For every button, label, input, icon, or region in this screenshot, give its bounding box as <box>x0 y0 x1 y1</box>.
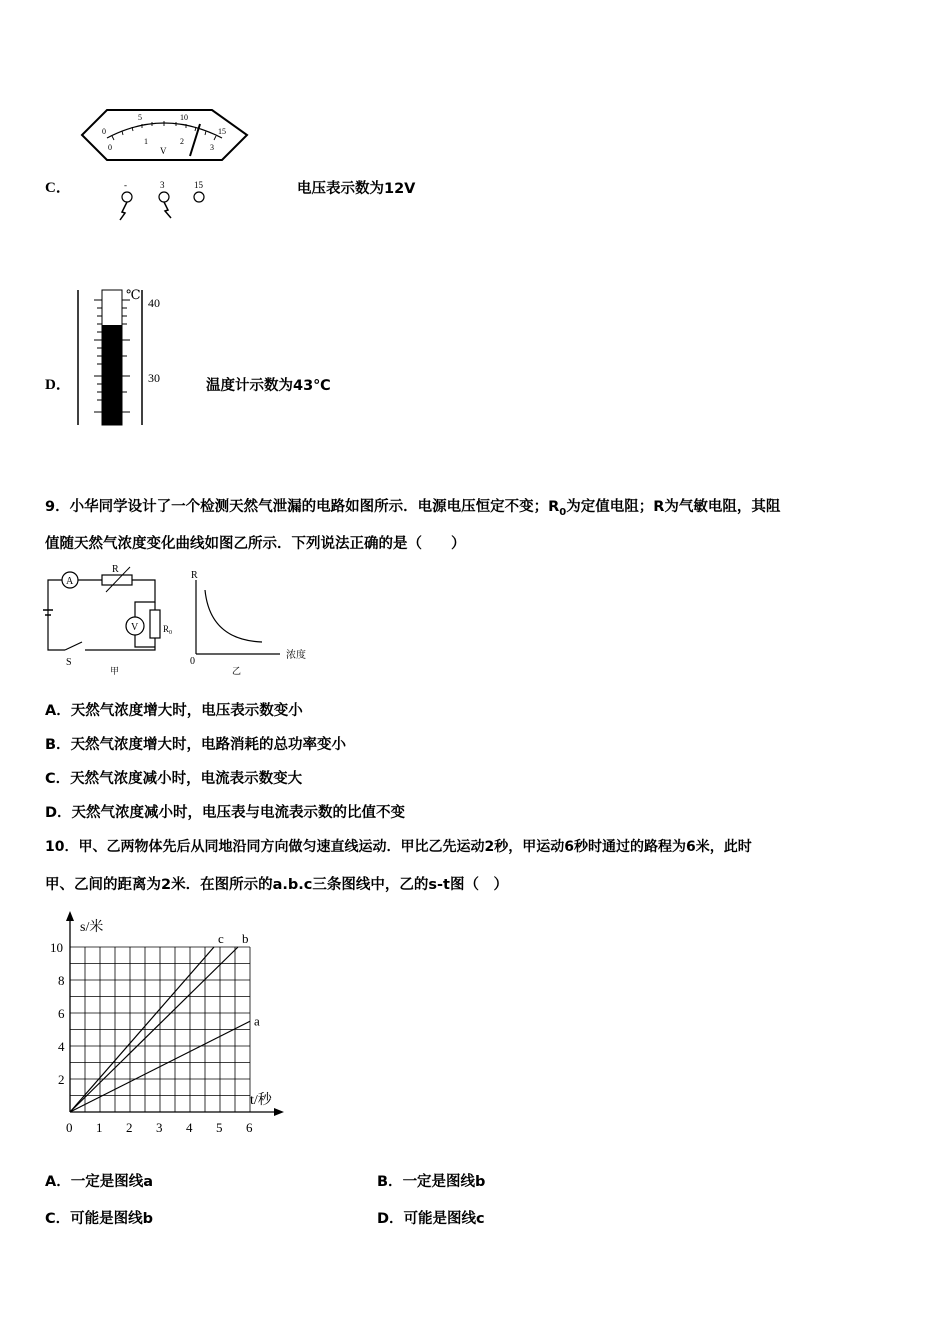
circuit-fixed-r: R <box>163 624 170 634</box>
series-label-b: b <box>242 931 249 946</box>
y-tick-label: 8 <box>58 973 65 988</box>
circuit-sensor-label: R <box>112 564 119 575</box>
q8-option-d-label: D． <box>45 377 71 393</box>
q10-option-c[interactable] <box>45 1207 153 1228</box>
volt-upper-0: 0 <box>102 127 106 136</box>
thermo-unit: ℃ <box>126 287 141 302</box>
q9-option-d[interactable] <box>45 801 405 822</box>
q10-option-c-label: C． <box>45 1211 71 1227</box>
y-tick-label: 2 <box>58 1072 65 1087</box>
graph-x-label: 浓度 <box>286 650 306 661</box>
q10-option-b-label: B． <box>377 1174 403 1190</box>
x-tick-label: 0 <box>66 1120 73 1135</box>
circuit-switch-label: S <box>66 657 72 668</box>
graph-caption: 乙 <box>232 666 242 676</box>
q9-option-b-label: B． <box>45 737 71 753</box>
thermo-mark-40: 40 <box>148 296 160 310</box>
x-tick-label: 2 <box>126 1120 133 1135</box>
volt-lower-0: 0 <box>108 143 112 152</box>
q9-stem-line2: 值随天然气浓度变化曲线如图乙所示．下列说法正确的是（ ） <box>45 536 466 552</box>
q9-stem-line1-pre: 9．小华同学设计了一个检测天然气泄漏的电路如图所示．电源电压恒定不变；R <box>45 499 560 515</box>
q10-option-d[interactable] <box>377 1207 485 1228</box>
q10-option-a-text: 一定是图线a <box>70 1174 154 1190</box>
q10-st-chart <box>40 905 290 1140</box>
circuit-voltmeter-label: V <box>131 622 139 633</box>
circuit-fixed-label <box>163 624 172 636</box>
q10-stem-line2: 甲、乙间的距离为2米．在图所示的a.b.c三条图线中，乙的s-t图（ ） <box>45 877 508 893</box>
series-label-c: c <box>218 931 224 946</box>
q10-stem-line1: 10．甲、乙两物体先后从同地沿同方向做匀速直线运动．甲比乙先运动2秒，甲运动6秒时通过的路程为6米，此时 <box>45 839 752 855</box>
y-tick-label: 4 <box>58 1039 65 1054</box>
q8-option-d-text: 温度计示数为43℃ <box>206 378 331 394</box>
graph-y-label: R <box>191 570 198 581</box>
voltmeter-figure <box>72 100 262 225</box>
series-label-a: a <box>254 1013 260 1029</box>
terminal-neg-label: - <box>124 180 127 190</box>
circuit-fixed-sub: 0 <box>169 630 173 636</box>
thermo-mark-30: 30 <box>148 371 160 385</box>
volt-lower-3: 3 <box>210 143 214 152</box>
volt-upper-5: 5 <box>138 113 142 122</box>
q9-option-a-label: A． <box>45 703 71 719</box>
q9-circuit-figure <box>40 562 330 680</box>
q10-option-d-label: D． <box>377 1211 404 1227</box>
q9-option-d-label: D． <box>45 805 72 821</box>
q8-option-c-label: C． <box>45 180 71 196</box>
x-axis-arrow <box>274 1108 284 1116</box>
y-tick-label: 6 <box>58 1006 65 1021</box>
volt-upper-10: 10 <box>180 113 188 122</box>
x-tick-label: 1 <box>96 1120 103 1135</box>
q9-stem-sub: 0 <box>559 506 567 518</box>
y-axis-arrow <box>66 911 74 921</box>
q9-option-a[interactable] <box>45 699 303 720</box>
q8-option-c-text: 电压表示数为12V <box>297 181 416 197</box>
x-tick-label: 6 <box>246 1120 253 1135</box>
q9-stem-line1 <box>45 495 780 518</box>
x-tick-label: 4 <box>186 1120 193 1135</box>
q9-option-a-text: 天然气浓度增大时，电压表示数变小 <box>70 703 303 719</box>
q10-option-a-label: A． <box>45 1174 71 1190</box>
x-tick-label: 3 <box>156 1120 163 1135</box>
q9-option-c-text: 天然气浓度减小时，电流表示数变大 <box>70 771 303 787</box>
q9-option-b-text: 天然气浓度增大时，电路消耗的总功率变小 <box>70 737 347 753</box>
q9-option-d-text: 天然气浓度减小时，电压表与电流表示数的比值不变 <box>71 805 406 821</box>
q9-option-c-label: C． <box>45 771 71 787</box>
q9-stem-line1-post: 为定值电阻；R为气敏电阻，其阻 <box>566 499 781 515</box>
volt-upper-15: 15 <box>218 127 226 136</box>
x-tick-label: 5 <box>216 1120 223 1135</box>
graph-origin: 0 <box>190 656 195 667</box>
q9-option-b[interactable] <box>45 733 346 754</box>
y-axis-label: s/米 <box>80 920 104 935</box>
q10-option-d-text: 可能是图线c <box>403 1211 485 1227</box>
volt-unit: V <box>160 146 167 156</box>
q10-option-b-text: 一定是图线b <box>402 1174 486 1190</box>
volt-lower-2: 2 <box>180 137 184 146</box>
q10-option-b[interactable] <box>377 1170 485 1191</box>
circuit-caption: 甲 <box>110 666 120 676</box>
q10-option-a[interactable] <box>45 1170 153 1191</box>
x-axis-label: t/秒 <box>250 1093 272 1108</box>
circuit-ammeter-label: A <box>66 576 74 587</box>
thermometer-figure <box>72 285 182 430</box>
y-tick-label: 10 <box>50 940 63 955</box>
terminal-3-label: 3 <box>160 180 165 190</box>
volt-lower-1: 1 <box>144 137 148 146</box>
terminal-15-label: 15 <box>194 180 203 190</box>
q10-option-c-text: 可能是图线b <box>70 1211 154 1227</box>
q9-option-c[interactable] <box>45 767 302 788</box>
